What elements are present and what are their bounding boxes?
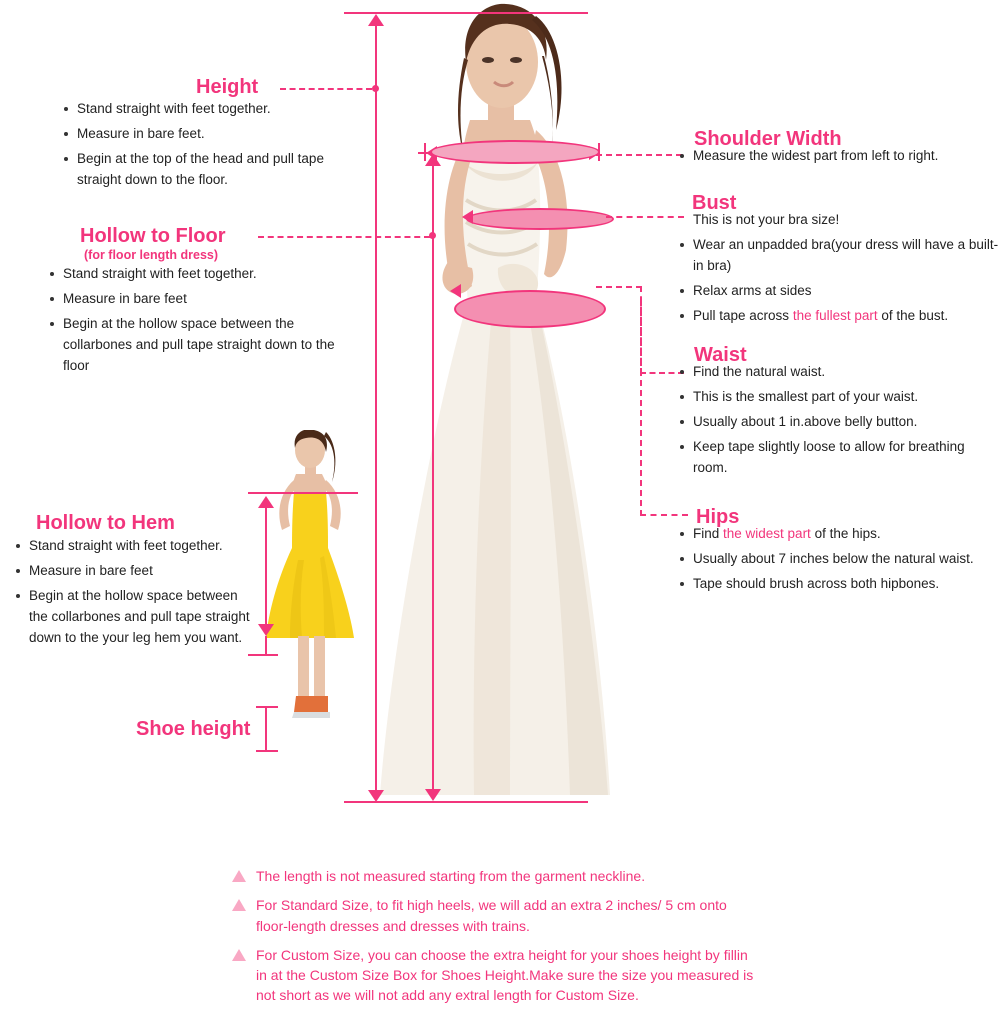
list-item: Tape should brush across both hipbones. [678,574,998,595]
waist-bullets [678,362,998,483]
note-item-3 [232,945,972,1006]
list-item: Measure in bare feet. [62,124,362,145]
footer-notes [232,866,972,1015]
waist-arrow-left [450,284,461,298]
list-item-bust-fullest [678,306,1000,327]
hips-label-dash-vert [640,300,642,516]
bust-last-pre: Pull tape across [693,307,793,323]
bride-illustration [360,0,640,805]
hollow-to-hem-vertical-line [265,506,267,628]
list-item: Measure the widest part from left to right. [678,146,998,167]
list-item: Begin at the hollow space between the collarbones and pull tape straight down to the floor [48,314,348,377]
note-line: For Custom Size, you can choose the extra height for your shoes height by fillin [256,946,748,963]
bust-bullets [678,210,1000,331]
list-item: Begin at the hollow space between the collarbones and pull tape straight down to the your leg hem you want. [14,586,254,649]
list-item: Begin at the top of the head and pull tape straight down to the floor. [62,149,362,191]
short-dress-illustration [258,430,368,760]
note-item-2 [232,895,972,936]
bust-label-dash [606,216,684,218]
list-item: Wear an unpadded bra(your dress will have a built-in bra) [678,235,1000,277]
bust-last-post: of the bust. [877,307,949,323]
hollow-to-hem-bullets [14,536,254,653]
height-vertical-line [375,24,377,796]
hollow-to-floor-arrow-down [425,789,441,801]
hollow-to-floor-vertical-line [432,164,434,794]
model-photo-short-dress [258,430,368,760]
shoe-height-bottom-cap [256,750,278,752]
shoulder-width-title: Shoulder Width [694,128,842,150]
list-item: Usually about 1 in.above belly button. [678,412,998,433]
list-item: Relax arms at sides [678,281,1000,302]
bust-arrow-left [462,210,473,224]
shoulder-label-dash [596,154,682,156]
list-item: Stand straight with feet together. [14,536,254,557]
shoe-height-top-cap [256,706,278,708]
shoulder-width-bullets [678,146,998,171]
shoe-height-vertical-line [265,706,267,752]
list-item-hips-widest [678,524,998,545]
list-item: Stand straight with feet together. [62,99,362,120]
height-title: Height [196,76,259,98]
hollow-to-floor-title: Hollow to Floor [80,225,226,247]
hips-bullets [678,524,998,599]
list-item: Find the natural waist. [678,362,998,383]
list-item: This is the smallest part of your waist. [678,387,998,408]
height-bullets [62,99,362,195]
hips-first-pre: Find [693,526,724,541]
hollow-to-floor-label-anchor-dot [429,232,436,239]
bust-tape-band [466,208,614,230]
hollow-to-floor-label-dash [258,236,430,238]
hips-title: Hips [696,506,740,528]
hollow-to-floor-subtitle: (for floor length dress) [84,248,219,262]
height-label-anchor-dot [372,85,379,92]
note-line: For Standard Size, to fit high heels, we will add an extra 2 inches/ 5 cm onto [256,897,727,914]
list-item: Measure in bare feet [14,561,254,582]
note-item-1 [232,866,972,886]
note-line: The length is not measured starting from the garment neckline. [256,868,646,884]
hollow-to-hem-lower-tick [265,636,267,656]
bride-photo-long-dress [360,0,640,805]
list-item: Keep tape slightly loose to allow for breathing room. [678,437,998,479]
waist-title: Waist [694,344,747,366]
hollow-to-hem-arrow-down [258,624,274,636]
note-line: not short as we will not add any extral length for Custom Size. [256,987,639,1004]
note-line: floor-length dresses and dresses with trains. [256,917,530,934]
warning-triangle-icon [232,949,246,961]
hollow-to-hem-bottom-cap [248,654,278,656]
warning-triangle-icon [232,870,246,882]
list-item: Usually about 7 inches below the natural waist. [678,549,998,570]
height-bottom-cap [344,801,588,803]
bust-last-emphasis: the fullest part [792,307,878,323]
waist-label-dash-top [596,286,642,288]
bust-title: Bust [692,192,737,214]
note-line: in at the Custom Size Box for Shoes Height.Make sure the size you measured is [256,967,754,984]
hips-label-dash [640,514,688,516]
bust-lead-text: This is not your bra size! [693,212,840,227]
hollow-to-floor-bullets [48,264,348,381]
list-item: Measure in bare feet [48,289,348,310]
waist-tape-band [454,290,606,328]
shoe-height-title: Shoe height [136,718,251,740]
shoulder-tape-band [430,140,600,164]
hollow-to-hem-title: Hollow to Hem [36,512,175,534]
hips-first-emphasis: the widest part [723,526,811,541]
list-item: Stand straight with feet together. [48,264,348,285]
hips-first-post: of the hips. [810,526,881,541]
height-label-dash [280,88,372,90]
warning-triangle-icon [232,899,246,911]
hollow-to-hem-top-cap [248,492,358,494]
